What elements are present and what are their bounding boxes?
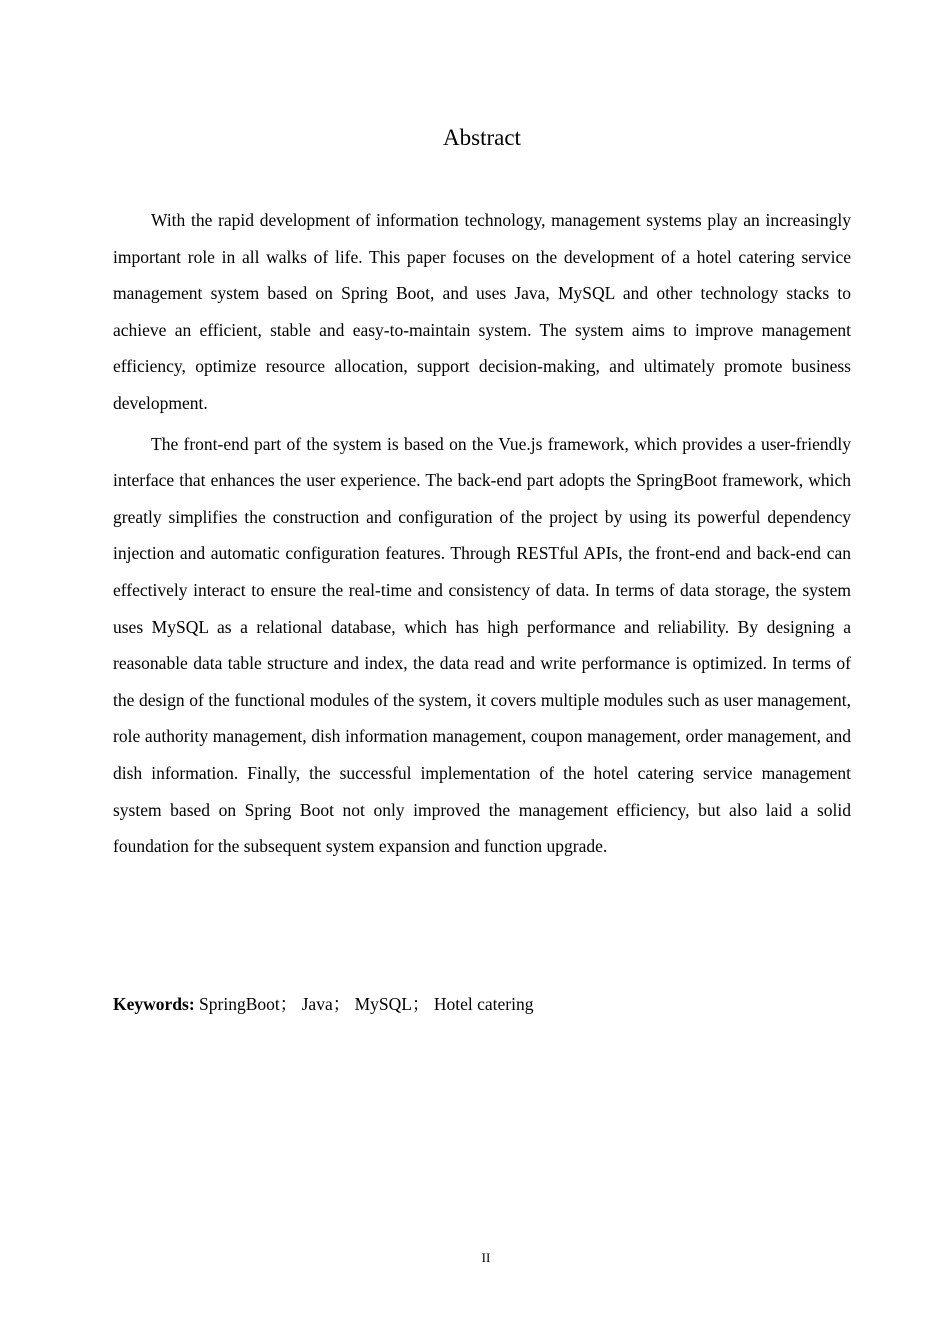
keywords-line xyxy=(113,988,533,1020)
abstract-body xyxy=(113,202,851,865)
keyword-item: Java； xyxy=(301,994,351,1014)
page-number: II xyxy=(481,1250,491,1265)
keyword-item: SpringBoot； xyxy=(199,994,298,1014)
abstract-paragraph-1: With the rapid development of information technology, management systems play an increasingly important role in all walks of life. This paper focuses on the development of a hotel catering service management system based on Spring Boot, and uses Java, MySQL and other technology stacks to achieve an efficient, stable and easy-to-maintain system. The system aims to improve management efficiency, optimize resource allocation, support decision-making, and ultimately promote business development. xyxy=(113,210,851,413)
keywords-label: Keywords: xyxy=(113,994,195,1014)
keyword-item: MySQL； xyxy=(354,994,430,1014)
abstract-title: Abstract xyxy=(443,125,521,150)
abstract-paragraph-2: The front-end part of the system is based on the Vue.js framework, which provides a user-friendly interface that enhances the user experience. The back-end part adopts the SpringBoot framework, which greatly simplifies the construction and configuration of the project by using its powerful dependency injection and automatic configuration features. Through RESTful APIs, the front-end and back-end can effectively interact to ensure the real-time and consistency of data. In terms of data storage, the system uses MySQL as a relational database, which has high performance and reliability. By designing a reasonable data table structure and index, the data read and write performance is optimized. In terms of the design of the functional modules of the system, it covers multiple modules such as user management, role authority management, dish information management, coupon management, order management, and dish information. Finally, the successful implementation of the hotel catering service management system based on Spring Boot not only improved the management efficiency, but also laid a solid foundation for the subsequent system expansion and function upgrade. xyxy=(113,433,851,857)
keyword-item: Hotel catering xyxy=(433,994,534,1014)
